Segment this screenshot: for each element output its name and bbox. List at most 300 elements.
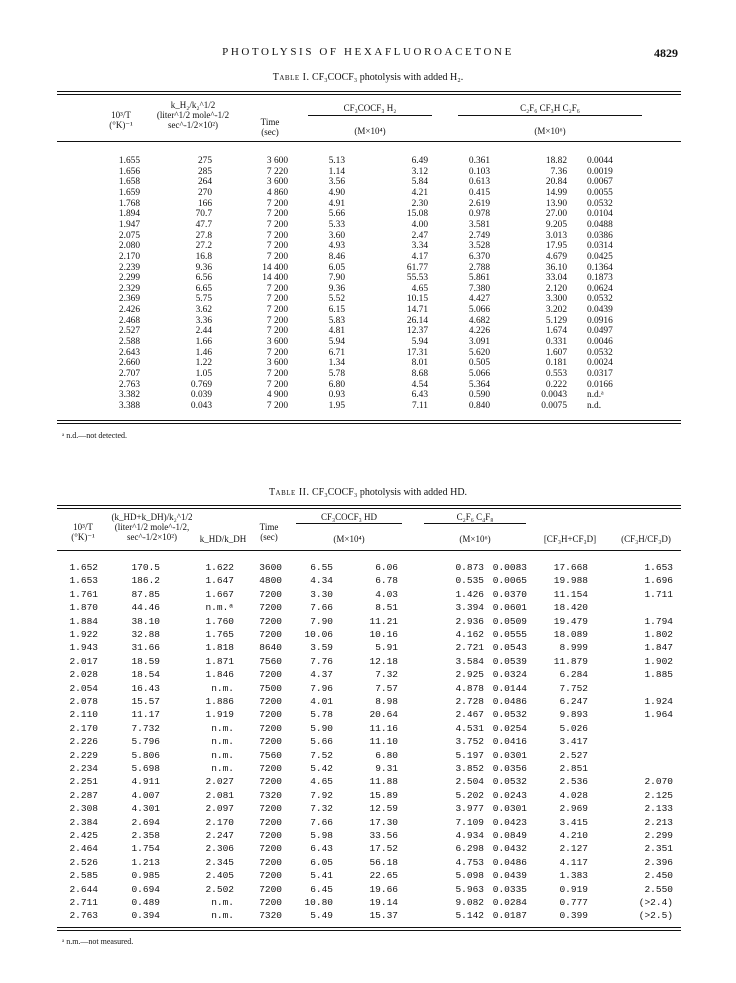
table2-cell-invT: 2.711 xyxy=(69,897,98,908)
table2-cell-time: 7560 xyxy=(259,749,282,761)
table2-cell-ratio: 2.213 xyxy=(644,816,673,828)
table1-cell-c2f6: 0.978 xyxy=(468,209,490,220)
table2-cell-c4f8: 0.0532 xyxy=(492,776,527,788)
table1-cell-kratio: 9.36 xyxy=(195,262,212,273)
table2-cell-kk: 1.647 xyxy=(205,575,234,587)
t2-header-group1-unit: (M×10⁴) xyxy=(333,534,365,544)
table1-cell-invT: 2.426 xyxy=(118,305,140,316)
table1-cell-c2f6b: 0.0317 xyxy=(587,369,613,379)
table1-cell-cf3h: 5.129 xyxy=(545,315,567,326)
table2-cell-c4f8: 0.0370 xyxy=(492,588,527,600)
table2-cell-c4f8: 0.0324 xyxy=(492,669,527,681)
table2-cell-kratio: 4.301 xyxy=(131,803,160,815)
table1-cell-kratio: 1.66 xyxy=(195,337,212,348)
table2-cell-c2f6: 3.977 xyxy=(455,803,484,815)
table1-cell-cf3h: 33.04 xyxy=(545,273,567,284)
table1-cell-time: 7 200 xyxy=(266,209,288,220)
table1-cell-time: 7 200 xyxy=(266,400,288,411)
table1-cell-h2: 26.14 xyxy=(406,315,428,326)
table1-cell-time: 4 860 xyxy=(266,187,288,198)
table2-cell-kratio: 1.213 xyxy=(131,856,160,868)
table1-cell-invT: 1.659 xyxy=(118,187,140,198)
table1-cell-invT: 2.369 xyxy=(118,294,140,305)
table1-cell-time: 7 200 xyxy=(266,283,288,294)
table1-cell-cf3cocf3: 5.52 xyxy=(328,294,345,305)
t1-h-invT-text: 10³/T (°K)⁻¹ xyxy=(109,110,133,130)
table2-cell-kk: n.m. xyxy=(211,897,234,908)
table1-cell-c2f6: 5.066 xyxy=(468,305,490,316)
table2-cell-cf3cocf3: 5.42 xyxy=(310,763,333,774)
table2-cell-sum: 0.919 xyxy=(559,883,588,895)
table2-caption-text: CF₃COCF₃ photolysis with added HD. xyxy=(312,487,468,498)
table1-cell-time: 7 200 xyxy=(266,315,288,326)
table2-cell-ratio: 1.794 xyxy=(644,615,673,627)
table2-cell-kk: 2.405 xyxy=(205,870,234,882)
t1-header-time xyxy=(248,117,292,137)
table2-cell-ratio: 1.653 xyxy=(644,562,673,573)
table2-cell-c2f6: 2.721 xyxy=(455,642,484,654)
page-number: 4829 xyxy=(654,46,678,60)
table1-cell-time: 14 400 xyxy=(262,262,288,273)
table2-cell-c4f8: 0.0486 xyxy=(492,856,527,868)
table1-cell-cf3h: 17.95 xyxy=(545,241,567,252)
running-head xyxy=(0,46,736,60)
table2-cell-c2f6: 5.202 xyxy=(455,789,484,801)
table2-cell-cf3cocf3: 10.06 xyxy=(304,629,333,640)
table2-cell-time: 7200 xyxy=(259,615,282,627)
table2-cell-time: 7200 xyxy=(259,897,282,908)
table2-cell-cf3cocf3: 7.96 xyxy=(310,682,333,694)
table2-cell-sum: 7.752 xyxy=(559,682,588,694)
table1-cell-kratio: 1.22 xyxy=(195,358,212,369)
table2-cell-kk: 1.622 xyxy=(205,562,234,573)
table1-cell-time: 7 200 xyxy=(266,305,288,316)
table2-cell-c2f6: 7.109 xyxy=(455,816,484,828)
table2-cell-c4f8: 0.0301 xyxy=(492,803,527,815)
table1-cell-invT: 1.947 xyxy=(118,219,140,230)
table2-cell-kk: n.m. xyxy=(211,736,234,748)
t1-group2-rule xyxy=(458,115,642,116)
table2-cell-kk: 2.170 xyxy=(205,816,234,828)
table2-cell-ratio: 1.964 xyxy=(644,709,673,721)
table2-cell-c2f6: 5.963 xyxy=(455,883,484,895)
table2-cell-ratio: 2.070 xyxy=(644,776,673,788)
table1-cell-h2: 15.08 xyxy=(406,209,428,220)
table2-cell-kk: 2.097 xyxy=(205,803,234,815)
t2-header-group2: C₂F₆ C₄F₈ xyxy=(456,512,494,522)
table1-cell-cf3cocf3: 1.95 xyxy=(328,400,345,411)
table1-cell-kratio: 47.7 xyxy=(195,219,212,230)
table2-cell-c4f8: 0.0432 xyxy=(492,843,527,855)
table2-cell-sum: 6.284 xyxy=(559,669,588,681)
table1-cell-cf3h: 3.300 xyxy=(545,294,567,305)
table2-cell-invT: 2.308 xyxy=(69,803,98,815)
table1-cell-cf3h: 14.99 xyxy=(545,187,567,198)
table2-cell-cf3cocf3: 7.66 xyxy=(310,602,333,614)
table1-cell-h2: 12.37 xyxy=(406,326,428,337)
table1-cell-cf3h: 0.553 xyxy=(545,369,567,379)
table1-cell-h2: 2.47 xyxy=(411,230,428,241)
table2-cell-c4f8: 0.0284 xyxy=(492,897,527,908)
table1-cell-time: 7 200 xyxy=(266,379,288,390)
table1-cell-c2f6: 4.226 xyxy=(468,326,490,337)
table1-cell-c2f6b: 0.0386 xyxy=(587,230,613,241)
table1-cell-h2: 4.65 xyxy=(411,283,428,294)
table1-cell-kratio: 0.039 xyxy=(190,390,212,401)
table2-cell-kratio: 18.54 xyxy=(131,669,160,681)
table1-bottom-rule-2 xyxy=(57,423,681,424)
table2-cell-time: 7500 xyxy=(259,682,282,694)
table2-cell-c4f8: 0.0539 xyxy=(492,655,527,667)
table1-cell-h2: 55.53 xyxy=(406,273,428,284)
table2-cell-c4f8: 0.0486 xyxy=(492,696,527,707)
table2-cell-ratio: (>2.4) xyxy=(638,897,673,908)
table1-top-rule-2 xyxy=(57,94,681,95)
table1-cell-c2f6: 2.619 xyxy=(468,198,490,209)
table1-cell-c2f6b: 0.0019 xyxy=(587,166,613,177)
table1-cell-kratio: 270 xyxy=(197,187,212,198)
table2-cell-cf3cocf3: 7.52 xyxy=(310,749,333,761)
table2-cell-time: 7320 xyxy=(259,910,282,922)
table1-cell-c2f6: 5.620 xyxy=(468,347,490,358)
table2-cell-sum: 11.879 xyxy=(553,655,588,667)
table1-cell-c2f6: 5.364 xyxy=(468,379,490,390)
table2-cell-c2f6: 5.098 xyxy=(455,870,484,882)
table2-cell-sum: 0.399 xyxy=(559,910,588,922)
table2-cell-sum: 3.417 xyxy=(559,736,588,748)
table2-cell-time: 7200 xyxy=(259,709,282,721)
table2-cell-sum: 19.988 xyxy=(553,575,588,587)
table2-cell-hd: 15.89 xyxy=(369,789,398,801)
t2-header-kratio xyxy=(104,512,200,542)
table2-cell-time: 7200 xyxy=(259,736,282,748)
table2-cell-c2f6: 3.584 xyxy=(455,655,484,667)
table1-cell-cf3h: 2.120 xyxy=(545,283,567,294)
table1-cell-invT: 2.075 xyxy=(118,230,140,241)
table2-cell-invT: 2.526 xyxy=(69,856,98,868)
table2-cell-hd: 56.18 xyxy=(369,856,398,868)
table2-cell-kk: 1.765 xyxy=(205,629,234,640)
table1-cell-cf3h: 36.10 xyxy=(545,262,567,273)
table1-cell-c2f6b: 0.0439 xyxy=(587,305,613,316)
table1-cell-invT: 2.299 xyxy=(118,273,140,284)
table1-cell-cf3cocf3: 8.46 xyxy=(328,251,345,262)
table1-cell-cf3h: 27.00 xyxy=(545,209,567,220)
table1-cell-h2: 6.43 xyxy=(411,390,428,401)
t2-h-time-text: Time (sec) xyxy=(259,522,279,542)
table2-cell-kratio: 38.10 xyxy=(131,615,160,627)
table2-cell-time: 8640 xyxy=(259,642,282,654)
table2-cell-time: 7200 xyxy=(259,722,282,734)
table2-cell-sum: 8.999 xyxy=(559,642,588,654)
table2-cell-ratio: 2.351 xyxy=(644,843,673,855)
table1-cell-kratio: 70.7 xyxy=(195,209,212,220)
table2-caption-label: Table II. xyxy=(268,487,310,498)
table2-cell-time: 7200 xyxy=(259,602,282,614)
table1-cell-h2: 8.01 xyxy=(411,358,428,369)
table2-cell-ratio: 1.847 xyxy=(644,642,673,654)
table2-cell-kratio: 44.46 xyxy=(131,602,160,614)
table1-cell-c2f6: 3.581 xyxy=(468,219,490,230)
table2-cell-kratio: 0.394 xyxy=(131,910,160,922)
table1-cell-time: 14 400 xyxy=(262,273,288,284)
table2-cell-hd: 20.64 xyxy=(369,709,398,721)
table1-cell-c2f6b: 0.0046 xyxy=(587,337,613,348)
table1-cell-cf3h: 4.679 xyxy=(545,251,567,262)
table2-cell-invT: 1.922 xyxy=(69,629,98,640)
table1-cell-cf3h: 0.0043 xyxy=(541,390,567,401)
table2-cell-kk: 2.247 xyxy=(205,830,234,841)
t2-header-group1: CF₃COCF₃ HD xyxy=(320,512,378,522)
table2-cell-ratio: 2.550 xyxy=(644,883,673,895)
table2-cell-time: 7200 xyxy=(259,803,282,815)
table1-cell-invT: 1.656 xyxy=(118,166,140,177)
table1-cell-invT: 2.170 xyxy=(118,251,140,262)
table1-cell-cf3cocf3: 4.90 xyxy=(328,187,345,198)
table2-cell-invT: 2.644 xyxy=(69,883,98,895)
table2-cell-c4f8: 0.0187 xyxy=(492,910,527,922)
table1-cell-cf3h: 1.674 xyxy=(545,326,567,337)
table1-cell-h2: 5.94 xyxy=(411,337,428,348)
table1-cell-time: 3 600 xyxy=(266,337,288,348)
table1-cell-cf3cocf3: 5.83 xyxy=(328,315,345,326)
table2-cell-kratio: 18.59 xyxy=(131,655,160,667)
table1-cell-kratio: 6.56 xyxy=(195,273,212,284)
table2-cell-c4f8: 0.0509 xyxy=(492,615,527,627)
table2-cell-c4f8: 0.0254 xyxy=(492,722,527,734)
table2-cell-invT: 1.870 xyxy=(69,602,98,614)
table2-cell-kratio: 87.85 xyxy=(131,588,160,600)
table2-cell-ratio: 2.450 xyxy=(644,870,673,882)
table2-cell-sum: 18.420 xyxy=(553,602,588,614)
table2-cell-kratio: 5.796 xyxy=(131,736,160,748)
table2-cell-kk: 1.818 xyxy=(205,642,234,654)
table1-cell-time: 7 200 xyxy=(266,347,288,358)
table1-cell-cf3h: 9.205 xyxy=(545,219,567,230)
table2-cell-hd: 9.31 xyxy=(375,763,398,774)
table2-cell-time: 4800 xyxy=(259,575,282,587)
table2-cell-kratio: 4.911 xyxy=(131,776,160,788)
table1-cell-kratio: 27.2 xyxy=(195,241,212,252)
table2-cell-cf3cocf3: 6.45 xyxy=(310,883,333,895)
table1-cell-cf3h: 3.202 xyxy=(545,305,567,316)
table2-cell-c4f8: 0.0532 xyxy=(492,709,527,721)
table2-cell-ratio: 1.696 xyxy=(644,575,673,587)
t2-h-kratio-text: (k_HD+k_DH)/k₂^1/2 (liter^1/2 mole^-1/2, sec^-1/2×10²) xyxy=(111,512,193,542)
table1-cell-time: 7 200 xyxy=(266,198,288,209)
table2-cell-c2f6: 2.728 xyxy=(455,696,484,707)
table1-cell-c2f6: 0.505 xyxy=(468,358,490,369)
table2-cell-kratio: 32.88 xyxy=(131,629,160,640)
table2-cell-c2f6: 3.394 xyxy=(455,602,484,614)
t2-header-ratio: (CF₃H/CF₃D) xyxy=(621,534,671,544)
table2-cell-c2f6: 4.531 xyxy=(455,722,484,734)
table2-cell-c2f6: 2.467 xyxy=(455,709,484,721)
table1-cell-invT: 2.468 xyxy=(118,315,140,326)
table2-cell-invT: 2.464 xyxy=(69,843,98,855)
table2-cell-kk: 1.871 xyxy=(205,655,234,667)
table2-caption xyxy=(0,487,736,498)
table2-cell-sum: 11.154 xyxy=(553,588,588,600)
table2-cell-hd: 19.14 xyxy=(369,897,398,908)
table1-cell-c2f6: 5.861 xyxy=(468,273,490,284)
table2-bottom-rule xyxy=(57,927,681,928)
table2-cell-cf3cocf3: 3.30 xyxy=(310,588,333,600)
table2-cell-hd: 5.91 xyxy=(375,642,398,654)
table2-cell-cf3cocf3: 7.90 xyxy=(310,615,333,627)
table2-cell-c4f8: 0.0301 xyxy=(492,749,527,761)
table1-cell-cf3cocf3: 3.60 xyxy=(328,230,345,241)
t1-header-group2: C₂F₆ CF₃H C₂F₆ xyxy=(520,103,580,113)
table2-cell-c4f8: 0.0144 xyxy=(492,682,527,694)
table1-cell-c2f6b: 0.1873 xyxy=(587,273,613,284)
table2-cell-sum: 6.247 xyxy=(559,696,588,707)
table2-cell-cf3cocf3: 6.43 xyxy=(310,843,333,855)
table2-cell-kk: 2.081 xyxy=(205,789,234,801)
table2-cell-sum: 19.479 xyxy=(553,615,588,627)
t1-header-kratio xyxy=(148,100,238,130)
table2-cell-sum: 17.668 xyxy=(553,562,588,573)
table2-cell-invT: 1.652 xyxy=(69,562,98,573)
table2-cell-kk: 1.846 xyxy=(205,669,234,681)
t1-header-group1: CF₃COCF₃ H₂ xyxy=(343,103,397,113)
table2-cell-kratio: 186.2 xyxy=(131,575,160,587)
table1-cell-c2f6: 5.066 xyxy=(468,369,490,379)
table2-cell-ratio: 2.396 xyxy=(644,856,673,868)
table1-cell-kratio: 16.8 xyxy=(195,251,212,262)
table2-cell-c4f8: 0.0243 xyxy=(492,789,527,801)
table2-cell-sum: 2.527 xyxy=(559,749,588,761)
table2-cell-c2f6: 2.936 xyxy=(455,615,484,627)
table2-cell-kratio: 0.985 xyxy=(131,870,160,882)
table1-cell-c2f6: 0.361 xyxy=(468,156,490,166)
table1-cell-cf3cocf3: 5.94 xyxy=(328,337,345,348)
table2-cell-c2f6: 6.298 xyxy=(455,843,484,855)
table1-cell-h2: 8.68 xyxy=(411,369,428,379)
t2-header-group2-unit: (M×10⁶) xyxy=(459,534,491,544)
table2-cell-invT: 2.170 xyxy=(69,722,98,734)
table2-cell-time: 7200 xyxy=(259,763,282,774)
table1-bottom-rule xyxy=(57,420,681,421)
table2-cell-kk: 2.306 xyxy=(205,843,234,855)
table1-cell-cf3h: 20.84 xyxy=(545,177,567,188)
table2-cell-invT: 2.028 xyxy=(69,669,98,681)
table1-cell-cf3cocf3: 1.34 xyxy=(328,358,345,369)
table1-cell-h2: 4.00 xyxy=(411,219,428,230)
table1-cell-invT: 1.655 xyxy=(118,156,140,166)
table2-cell-c4f8: 0.0416 xyxy=(492,736,527,748)
table2-cell-c2f6: 4.934 xyxy=(455,830,484,841)
table2-cell-c4f8: 0.0543 xyxy=(492,642,527,654)
table2-cell-time: 7200 xyxy=(259,856,282,868)
table1-cell-c2f6: 2.749 xyxy=(468,230,490,241)
table1-cell-c2f6b: 0.0067 xyxy=(587,177,613,188)
table2-cell-cf3cocf3: 7.66 xyxy=(310,816,333,828)
table2-cell-hd: 22.65 xyxy=(369,870,398,882)
table1-cell-time: 7 200 xyxy=(266,326,288,337)
table2-cell-kratio: 2.694 xyxy=(131,816,160,828)
t2-header-invT xyxy=(62,522,104,542)
table1-cell-invT: 3.382 xyxy=(118,390,140,401)
table1-caption-text: CF₃COCF₃ photolysis with added H₂. xyxy=(311,72,464,83)
table2-cell-invT: 1.943 xyxy=(69,642,98,654)
table2-cell-sum: 9.893 xyxy=(559,709,588,721)
table2-cell-c2f6: 2.925 xyxy=(455,669,484,681)
table1-cell-cf3h: 18.82 xyxy=(545,156,567,166)
table1-cell-c2f6: 0.103 xyxy=(468,166,490,177)
table2-cell-cf3cocf3: 4.34 xyxy=(310,575,333,587)
table2-cell-hd: 15.37 xyxy=(369,910,398,922)
table1-cell-kratio: 275 xyxy=(197,156,212,166)
table1-cell-h2: 4.17 xyxy=(411,251,428,262)
table1-cell-cf3cocf3: 6.05 xyxy=(328,262,345,273)
table1-cell-cf3cocf3: 6.80 xyxy=(328,379,345,390)
table2-cell-ratio: 2.133 xyxy=(644,803,673,815)
table1-cell-c2f6: 3.528 xyxy=(468,241,490,252)
table1-cell-invT: 3.388 xyxy=(118,400,140,411)
table1-cell-kratio: 1.46 xyxy=(195,347,212,358)
table2-cell-invT: 2.234 xyxy=(69,763,98,774)
table1-cell-c2f6b: 0.0314 xyxy=(587,241,613,252)
table2-cell-sum: 2.851 xyxy=(559,763,588,774)
table1-cell-c2f6b: 0.0055 xyxy=(587,187,613,198)
table2-cell-cf3cocf3: 5.78 xyxy=(310,709,333,721)
table1-cell-cf3cocf3: 9.36 xyxy=(328,283,345,294)
table1-cell-c2f6b: 0.0024 xyxy=(587,358,613,369)
t2-header-time xyxy=(250,522,288,542)
table2-cell-c2f6: 4.753 xyxy=(455,856,484,868)
table2-cell-cf3cocf3: 7.92 xyxy=(310,789,333,801)
table2-cell-cf3cocf3: 4.65 xyxy=(310,776,333,788)
table2-cell-ratio: 1.711 xyxy=(644,588,673,600)
table1-cell-h2: 14.71 xyxy=(406,305,428,316)
table1-cell-invT: 2.660 xyxy=(118,358,140,369)
table2-cell-sum: 5.026 xyxy=(559,722,588,734)
table2-top-rule xyxy=(57,505,681,506)
table2-top-rule-2 xyxy=(57,508,681,509)
table2-cell-kk: 2.027 xyxy=(205,776,234,788)
table1-cell-h2: 10.15 xyxy=(406,294,428,305)
table2-cell-kk: 1.760 xyxy=(205,615,234,627)
table2-cell-invT: 1.653 xyxy=(69,575,98,587)
table1-cell-invT: 2.763 xyxy=(118,379,140,390)
table2-cell-hd: 8.51 xyxy=(375,602,398,614)
table2-cell-cf3cocf3: 5.49 xyxy=(310,910,333,922)
table2-cell-kk: 1.919 xyxy=(205,709,234,721)
table2-cell-sum: 4.028 xyxy=(559,789,588,801)
table1-cell-kratio: 285 xyxy=(197,166,212,177)
table2-cell-cf3cocf3: 5.98 xyxy=(310,830,333,841)
table1-cell-time: 3 600 xyxy=(266,156,288,166)
table2-cell-hd: 12.18 xyxy=(369,655,398,667)
table2-cell-hd: 19.66 xyxy=(369,883,398,895)
table1-cell-invT: 2.588 xyxy=(118,337,140,348)
table1-cell-cf3cocf3: 4.93 xyxy=(328,241,345,252)
table2-cell-invT: 1.761 xyxy=(69,588,98,600)
table2-bottom-rule-2 xyxy=(57,930,681,931)
table1-cell-time: 7 200 xyxy=(266,294,288,305)
table2-cell-invT: 2.017 xyxy=(69,655,98,667)
table2-cell-invT: 2.585 xyxy=(69,870,98,882)
table1-cell-c2f6: 0.415 xyxy=(468,187,490,198)
table1-footnote: ᵃ n.d.—not detected. xyxy=(62,431,128,440)
table1-cell-h2: 3.12 xyxy=(411,166,428,177)
table1-header-rule xyxy=(57,141,681,142)
table1-cell-h2: 4.54 xyxy=(411,379,428,390)
table1-cell-cf3cocf3: 7.90 xyxy=(328,273,345,284)
t2-group1-rule xyxy=(296,523,402,524)
table1-cell-cf3h: 7.36 xyxy=(550,166,567,177)
